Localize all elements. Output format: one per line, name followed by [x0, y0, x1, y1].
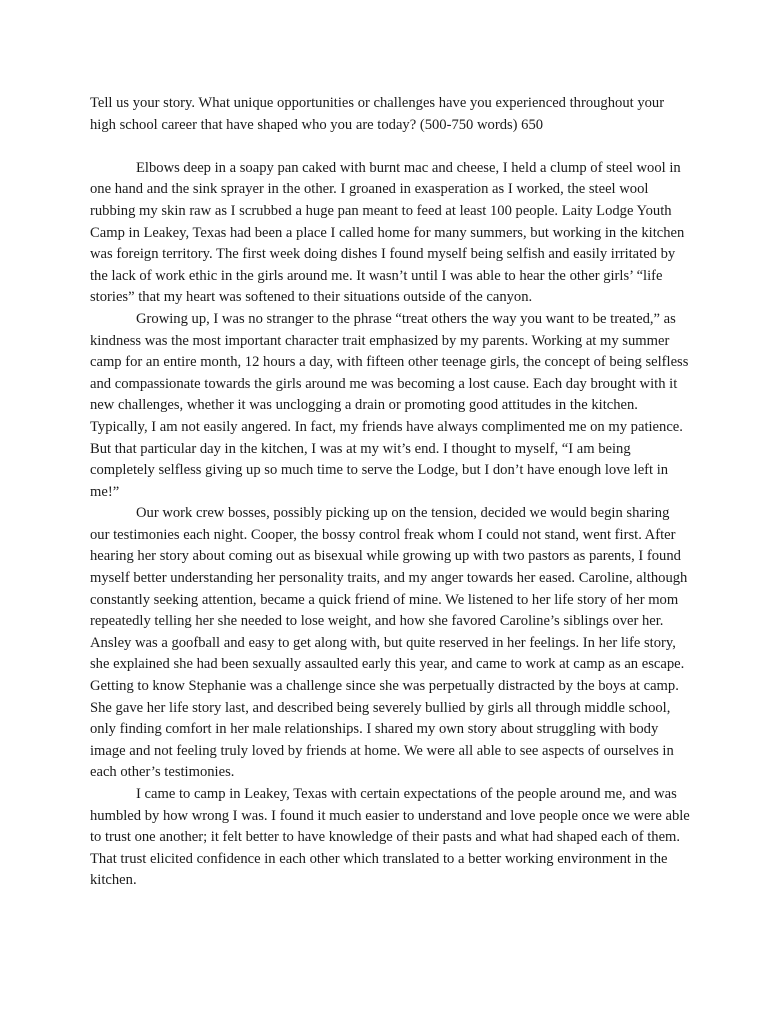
document-page: [90, 93, 690, 892]
essay-paragraph-3: Our work crew bosses, possibly picking up on the tension, decided we would begin sharing our testimonies each night. Cooper, the bossy control freak whom I could not stand, went first. After hearing her story about coming out as bisexual while growing up with two pastors as parents, I found myself better understanding her personality traits, and my anger towards her eased. Caroline, although constantly seeking attention, became a quick friend of mine. We listened to her life story of her mom repeatedly telling her she needed to lose weight, and how she favored Caroline’s siblings over her. Ansley was a goofball and easy to get along with, but quite reserved in her feelings. In her life story, she explained she had been sexually assaulted early this year, and came to work at camp as an escape. Getting to know Stephanie was a challenge since she was perpetually distracted by the boys at camp. She gave her life story last, and described being severely bullied by girls all through middle school, only finding comfort in her male relationships. I shared my own story about struggling with body image and not feeling truly loved by friends at home. We were all able to see aspects of ourselves in each other’s testimonies.: [90, 505, 688, 781]
essay-paragraph-1: Elbows deep in a soapy pan caked with burnt mac and cheese, I held a clump of steel wool in one hand and the sink sprayer in the other. I groaned in exasperation as I worked, the steel wool rubbing my skin raw as I scrubbed a huge pan meant to feed at least 100 people. Laity Lodge Youth Camp in Leakey, Texas had been a place I called home for many summers, but working in the kitchen was foreign territory. The first week doing dishes I found myself being selfish and easily irritated by the lack of work ethic in the girls around me. It wasn’t until I was able to hear the other girls’ “life stories” that my heart was softened to their situations outside of the canyon.: [90, 159, 685, 306]
essay-paragraph-2: Growing up, I was no stranger to the phrase “treat others the way you want to be treated,” as kindness was the most important character trait emphasized by my parents. Working at my summer camp for an entire month, 12 hours a day, with fifteen other teenage girls, the concept of being selfless and compassionate towards the girls around me was becoming a lost cause. Each day brought with it new challenges, whether it was unclogging a drain or promoting good attitudes in the kitchen. Typically, I am not easily angered. In fact, my friends have always complimented me on my patience. But that particular day in the kitchen, I was at my wit’s end. I thought to myself, “I am being completely selfless giving up so much time to serve the Lodge, but I don’t have enough love left in me!”: [90, 310, 689, 500]
essay-prompt: Tell us your story. What unique opportunities or challenges have you experienced throughout your high school career that have shaped who you are today? (500-750 words) 650: [90, 95, 665, 133]
essay-paragraph-4: I came to camp in Leakey, Texas with certain expectations of the people around me, and was humbled by how wrong I was. I found it much easier to understand and love people once we were able to trust one another; it felt better to have knowledge of their pasts and what had shaped each of them. That trust elicited confidence in each other which translated to a better working environment in the kitchen.: [90, 786, 690, 889]
